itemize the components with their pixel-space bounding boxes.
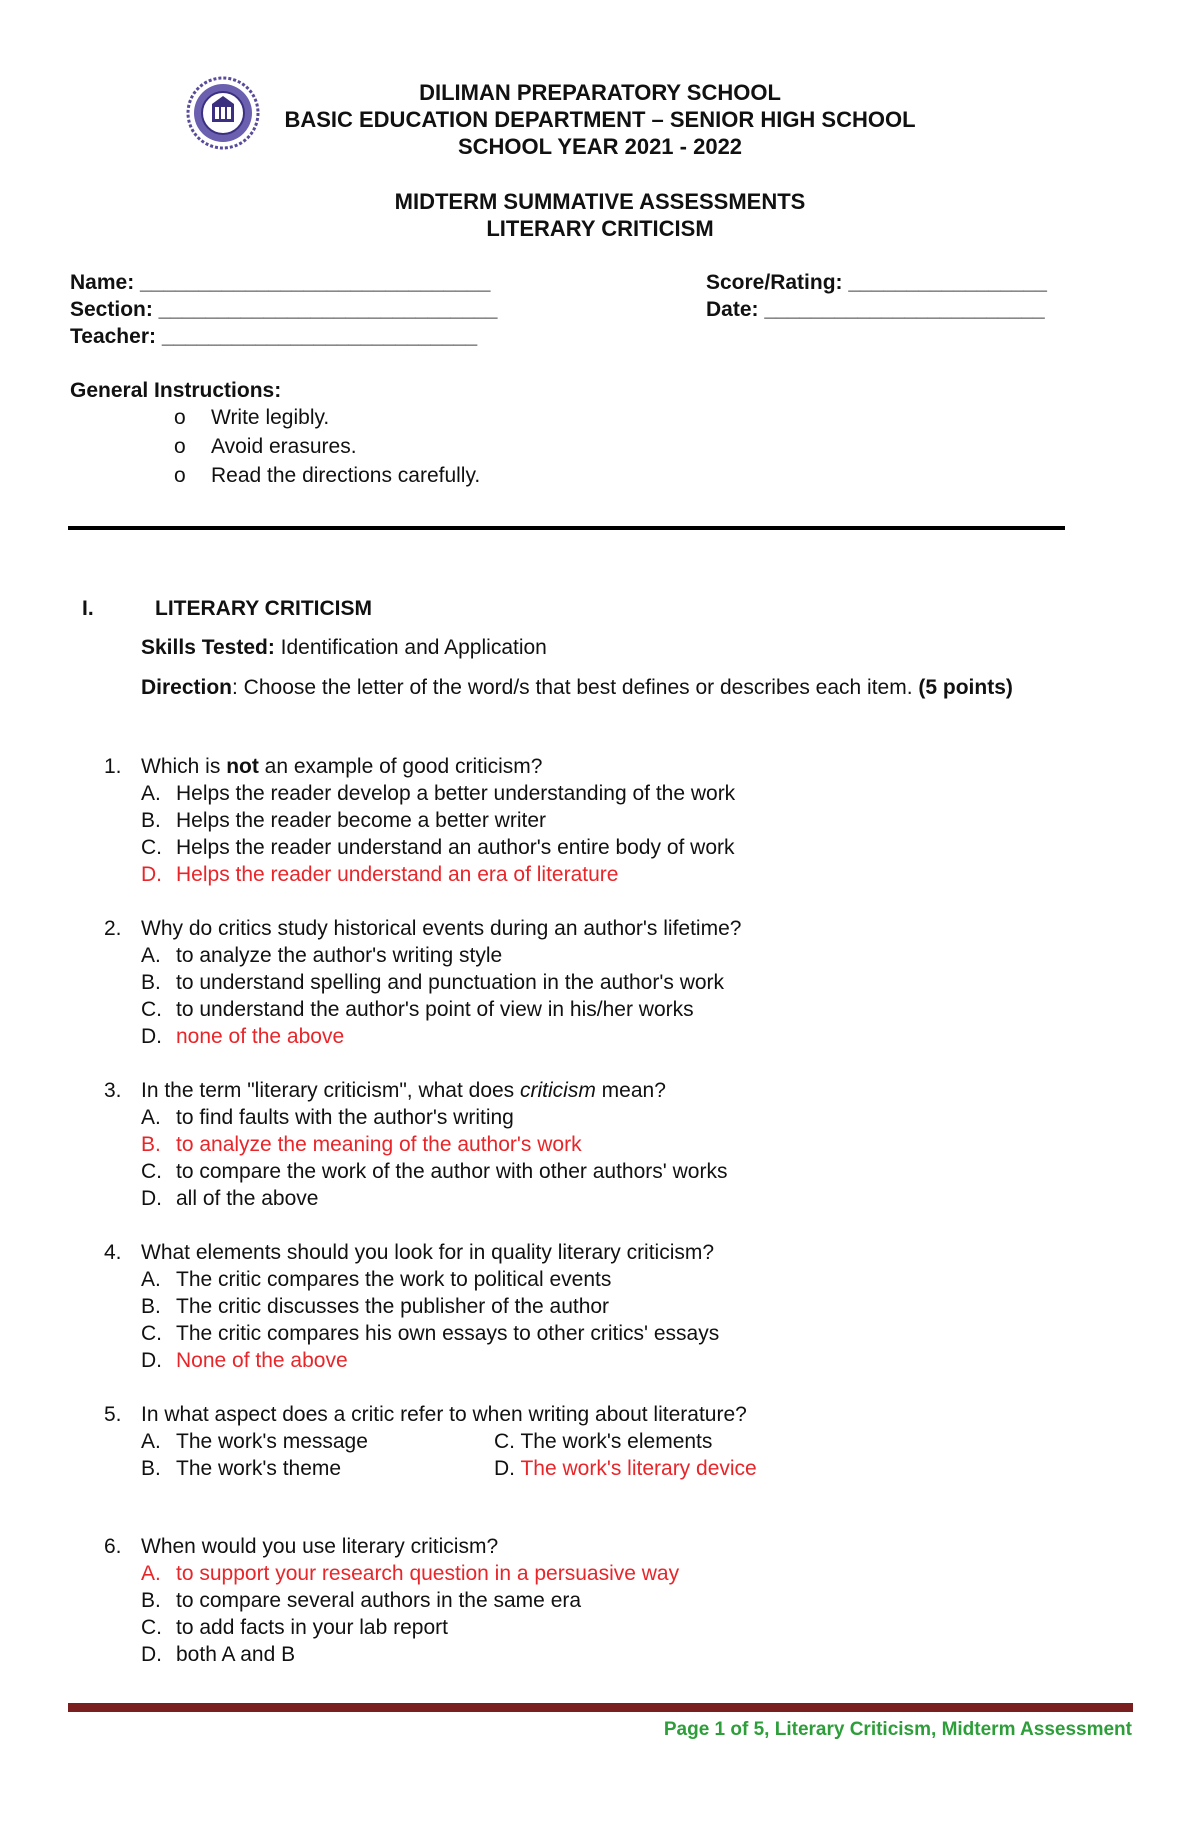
exam-title: MIDTERM SUMMATIVE ASSESSMENTS <box>394 189 806 214</box>
option-6c[interactable]: C. to add facts in your lab report <box>141 1616 448 1639</box>
option-4b[interactable]: B. The critic discusses the publisher of the author <box>141 1295 610 1318</box>
option-2a[interactable]: A. to analyze the author's writing style <box>141 944 503 967</box>
bullet-icon: o <box>174 406 186 429</box>
option-2b[interactable]: B. to understand spelling and punctuation in the author's work <box>141 971 725 994</box>
bullet-icon: o <box>174 464 186 487</box>
option-6b[interactable]: B. to compare several authors in the same era <box>141 1589 582 1612</box>
option-2c[interactable]: C. to understand the author's point of view in his/her works <box>141 998 694 1021</box>
option-5b[interactable]: B. The work's theme <box>141 1457 342 1480</box>
question-1: 1. Which is not an example of good criticism? <box>104 755 543 778</box>
option-1b[interactable]: B. Helps the reader become a better writer <box>141 809 547 832</box>
section-number: I. <box>82 597 94 620</box>
option-3a[interactable]: A. to find faults with the author's writing <box>141 1106 514 1129</box>
option-1a[interactable]: A. Helps the reader develop a better understanding of the work <box>141 782 736 805</box>
subject-title: LITERARY CRITICISM <box>486 216 714 241</box>
option-5c[interactable]: C. The work's elements <box>494 1430 713 1453</box>
option-6a-answer[interactable]: A. to support your research question in a persuasive way <box>141 1562 680 1585</box>
option-2d-answer[interactable]: D. none of the above <box>141 1025 345 1048</box>
option-5d-answer[interactable]: D. The work's literary device <box>494 1457 757 1480</box>
date-field[interactable]: Date: ________________________ <box>706 298 1045 321</box>
option-1c[interactable]: C. Helps the reader understand an author's entire body of work <box>141 836 735 859</box>
department-name: BASIC EDUCATION DEPARTMENT – SENIOR HIGH SCHOOL <box>284 107 916 132</box>
page-footer: Page 1 of 5, Literary Criticism, Midterm Assessment <box>663 1719 1132 1740</box>
direction: Direction: Choose the letter of the word/s that best defines or describes each item. (5 points) <box>141 676 1013 699</box>
option-3b-answer[interactable]: B. to analyze the meaning of the author's work <box>141 1133 582 1156</box>
instruction-item: o Avoid erasures. <box>174 432 357 461</box>
school-name: DILIMAN PREPARATORY SCHOOL <box>419 80 781 105</box>
question-6: 6. When would you use literary criticism? <box>104 1535 499 1558</box>
section-field[interactable]: Section: _____________________________ <box>70 298 498 321</box>
question-2: 2. Why do critics study historical events during an author's lifetime? <box>104 917 742 940</box>
option-1d-answer[interactable]: D. Helps the reader understand an era of literature <box>141 863 619 886</box>
school-year: SCHOOL YEAR 2021 - 2022 <box>457 134 743 159</box>
bullet-icon: o <box>174 435 186 458</box>
section-title: LITERARY CRITICISM <box>155 597 373 620</box>
question-3: 3. In the term "literary criticism", what does criticism mean? <box>104 1079 666 1102</box>
option-4d-answer[interactable]: D. None of the above <box>141 1349 348 1372</box>
instructions-title: General Instructions: <box>70 379 282 402</box>
option-4a[interactable]: A. The critic compares the work to political events <box>141 1268 612 1291</box>
question-4: 4. What elements should you look for in quality literary criticism? <box>104 1241 715 1264</box>
skills-tested: Skills Tested: Identification and Application <box>141 636 547 659</box>
option-3c[interactable]: C. to compare the work of the author with other authors' works <box>141 1160 728 1183</box>
instruction-item: o Write legibly. <box>174 403 329 432</box>
question-5: 5. In what aspect does a critic refer to when writing about literature? <box>104 1403 747 1426</box>
option-5a[interactable]: A. The work's message <box>141 1430 368 1453</box>
option-4c[interactable]: C. The critic compares his own essays to other critics' essays <box>141 1322 720 1345</box>
divider <box>68 526 1065 530</box>
footer-rule <box>68 1703 1133 1712</box>
name-field[interactable]: Name: ______________________________ <box>70 271 491 294</box>
score-field[interactable]: Score/Rating: _________________ <box>706 271 1047 294</box>
teacher-field[interactable]: Teacher: ___________________________ <box>70 325 478 348</box>
option-6d[interactable]: D. both A and B <box>141 1643 296 1666</box>
option-3d[interactable]: D. all of the above <box>141 1187 319 1210</box>
instruction-item: o Read the directions carefully. <box>174 461 480 490</box>
